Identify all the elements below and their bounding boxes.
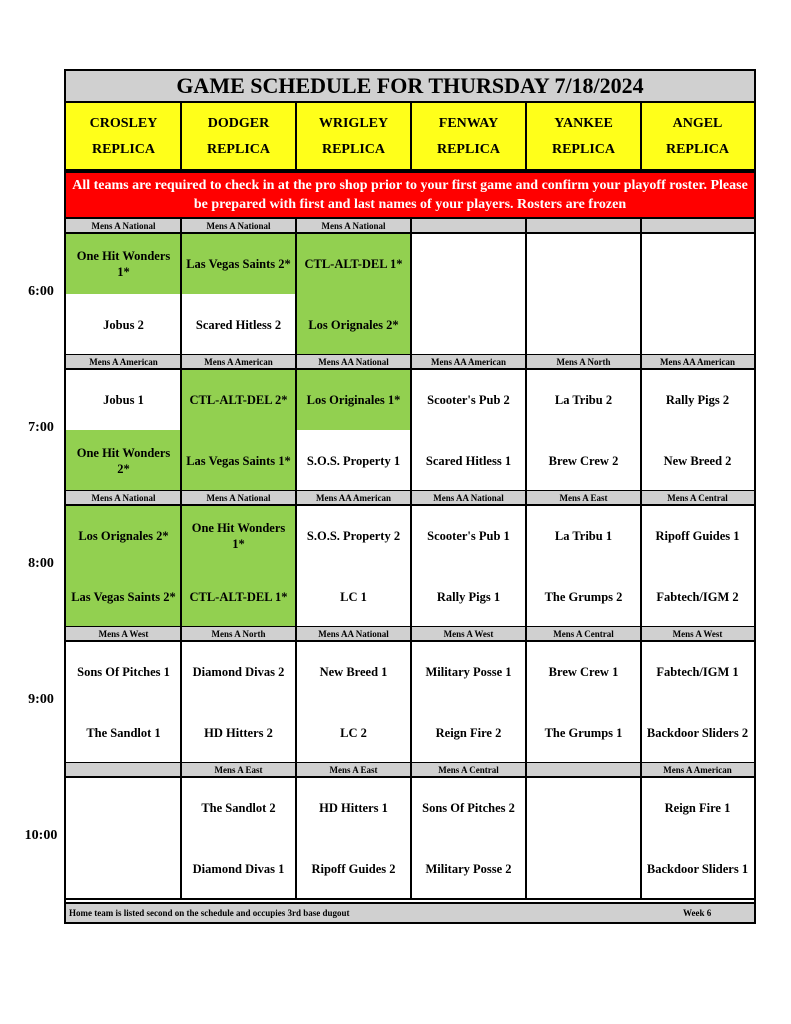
home-team: LC 1 bbox=[340, 589, 367, 604]
footer bbox=[66, 902, 754, 922]
home-team: Rally Pigs 1 bbox=[436, 589, 501, 604]
division-label: Mens A West bbox=[66, 627, 181, 641]
home-team: Brew Crew 2 bbox=[548, 453, 619, 468]
footer-note: Home team is listed second on the schedule and occupies 3rd base dugout bbox=[69, 908, 350, 918]
home-team: Scared Hitless 1 bbox=[425, 453, 512, 468]
field-name: YANKEE bbox=[554, 116, 613, 131]
away-team: One Hit Wonders 1* bbox=[66, 233, 181, 294]
grid-line bbox=[410, 219, 412, 899]
division-label: Mens A Central bbox=[526, 627, 641, 641]
away-team: La Tribu 1 bbox=[554, 528, 613, 543]
page-title: GAME SCHEDULE FOR THURSDAY 7/18/2024 bbox=[66, 71, 754, 103]
away-team: Brew Crew 1 bbox=[548, 664, 619, 679]
division-label: Mens AA American bbox=[641, 355, 754, 369]
time-label: 7:00 bbox=[28, 420, 54, 435]
home-team: Ripoff Guides 2 bbox=[311, 861, 396, 876]
division-label: Mens A National bbox=[66, 219, 181, 233]
field-name: FENWAY bbox=[438, 116, 499, 131]
away-team: La Tribu 2 bbox=[554, 392, 613, 407]
home-team: Backdoor Sliders 1 bbox=[646, 861, 749, 876]
away-team bbox=[526, 233, 641, 294]
home-team: Scared Hitless 2 bbox=[195, 317, 282, 332]
division-label: Mens AA American bbox=[296, 491, 411, 505]
grid-line bbox=[640, 219, 642, 899]
division-label bbox=[526, 763, 641, 777]
grid-line bbox=[180, 103, 182, 171]
home-team: CTL-ALT-DEL 1* bbox=[181, 566, 296, 627]
division-label: Mens A National bbox=[181, 491, 296, 505]
division-label: Mens A East bbox=[181, 763, 296, 777]
division-label: Mens AA National bbox=[296, 355, 411, 369]
away-team: Las Vegas Saints 2* bbox=[181, 233, 296, 294]
time-label: 6:00 bbox=[28, 284, 54, 299]
away-team: Military Posse 1 bbox=[425, 664, 512, 679]
grid-line bbox=[640, 103, 642, 171]
division-label: Mens A National bbox=[296, 219, 411, 233]
time-label: 9:00 bbox=[28, 692, 54, 707]
grid-line bbox=[525, 219, 527, 899]
away-team: CTL-ALT-DEL 2* bbox=[181, 369, 296, 430]
division-label: Mens A American bbox=[181, 355, 296, 369]
division-label: Mens A Central bbox=[411, 763, 526, 777]
home-team: S.O.S. Property 1 bbox=[306, 453, 401, 468]
home-team: Fabtech/IGM 2 bbox=[656, 589, 739, 604]
away-team: Rally Pigs 2 bbox=[665, 392, 730, 407]
division-label: Mens A West bbox=[411, 627, 526, 641]
away-team bbox=[411, 233, 526, 294]
field-name: WRIGLEY bbox=[318, 116, 389, 131]
field-header-yankee bbox=[526, 103, 641, 171]
grid-line bbox=[180, 219, 182, 899]
field-header-wrigley bbox=[296, 103, 411, 171]
field-header-dodger bbox=[181, 103, 296, 171]
away-team: Scooter's Pub 2 bbox=[427, 392, 510, 407]
home-team: Backdoor Sliders 2 bbox=[646, 725, 749, 740]
home-team: Las Vegas Saints 1* bbox=[181, 430, 296, 491]
home-team: Los Orignales 2* bbox=[296, 294, 411, 355]
home-team: LC 2 bbox=[340, 725, 367, 740]
grid-line bbox=[295, 219, 297, 899]
away-team bbox=[641, 233, 754, 294]
division-label: Mens A American bbox=[641, 763, 754, 777]
home-team bbox=[411, 294, 526, 355]
division-label: Mens A West bbox=[641, 627, 754, 641]
division-label bbox=[641, 219, 754, 233]
home-team: One Hit Wonders 2* bbox=[66, 430, 181, 491]
away-team bbox=[526, 777, 641, 838]
division-label: Mens A American bbox=[66, 355, 181, 369]
home-team: HD Hitters 2 bbox=[204, 725, 273, 740]
division-label: Mens AA National bbox=[411, 491, 526, 505]
division-label: Mens A Central bbox=[641, 491, 754, 505]
grid-line bbox=[525, 103, 527, 171]
division-label: Mens AA American bbox=[411, 355, 526, 369]
home-team: The Sandlot 1 bbox=[86, 725, 161, 740]
home-team: Reign Fire 2 bbox=[435, 725, 502, 740]
away-team: Sons Of Pitches 2 bbox=[422, 800, 515, 815]
away-team: Diamond Divas 2 bbox=[192, 664, 285, 679]
grid-line bbox=[410, 103, 412, 171]
home-team bbox=[526, 294, 641, 355]
division-label: Mens A East bbox=[296, 763, 411, 777]
home-team bbox=[66, 838, 181, 899]
division-label bbox=[66, 763, 181, 777]
division-label: Mens A North bbox=[181, 627, 296, 641]
field-header-angel bbox=[641, 103, 754, 171]
away-team: New Breed 1 bbox=[319, 664, 388, 679]
field-header-crosley bbox=[66, 103, 181, 171]
field-name: ANGEL bbox=[672, 116, 723, 131]
home-team: Jobus 2 bbox=[103, 317, 144, 332]
home-team bbox=[526, 838, 641, 899]
time-label: 10:00 bbox=[24, 828, 58, 843]
division-label bbox=[411, 219, 526, 233]
home-team: New Breed 2 bbox=[663, 453, 732, 468]
division-label bbox=[526, 219, 641, 233]
home-team bbox=[641, 294, 754, 355]
field-sub: REPLICA bbox=[321, 142, 385, 157]
field-sub: REPLICA bbox=[206, 142, 270, 157]
field-sub: REPLICA bbox=[91, 142, 155, 157]
home-team: Military Posse 2 bbox=[425, 861, 512, 876]
away-team: One Hit Wonders 1* bbox=[181, 505, 296, 566]
field-name: DODGER bbox=[207, 116, 270, 131]
away-team: Sons Of Pitches 1 bbox=[77, 664, 170, 679]
grid-line bbox=[295, 103, 297, 171]
notice-banner: All teams are required to check in at the pro shop prior to your first game and confirm your playoff roster. Please be prepared with first and last names of your players. Rosters are frozen bbox=[66, 171, 754, 219]
away-team: Los Originales 1* bbox=[296, 369, 411, 430]
away-team bbox=[66, 777, 181, 838]
away-team: The Sandlot 2 bbox=[201, 800, 276, 815]
away-team: Los Orignales 2* bbox=[66, 505, 181, 566]
division-label: Mens A National bbox=[66, 491, 181, 505]
field-header-fenway bbox=[411, 103, 526, 171]
away-team: Jobus 1 bbox=[103, 392, 144, 407]
home-team: The Grumps 1 bbox=[544, 725, 623, 740]
division-label: Mens A East bbox=[526, 491, 641, 505]
home-team: Diamond Divas 1 bbox=[192, 861, 285, 876]
away-team: Fabtech/IGM 1 bbox=[656, 664, 739, 679]
grid-line bbox=[66, 169, 754, 171]
home-team: Las Vegas Saints 2* bbox=[66, 566, 181, 627]
division-label: Mens A National bbox=[181, 219, 296, 233]
division-label: Mens A North bbox=[526, 355, 641, 369]
schedule-sheet bbox=[64, 69, 756, 924]
week-label: Week 6 bbox=[683, 908, 712, 918]
away-team: HD Hitters 1 bbox=[319, 800, 388, 815]
field-sub: REPLICA bbox=[665, 142, 729, 157]
field-sub: REPLICA bbox=[436, 142, 500, 157]
time-label: 8:00 bbox=[28, 556, 54, 571]
division-label: Mens AA National bbox=[296, 627, 411, 641]
field-sub: REPLICA bbox=[551, 142, 615, 157]
away-team: Scooter's Pub 1 bbox=[427, 528, 510, 543]
away-team: Ripoff Guides 1 bbox=[655, 528, 740, 543]
home-team: The Grumps 2 bbox=[544, 589, 623, 604]
away-team: Reign Fire 1 bbox=[664, 800, 731, 815]
field-name: CROSLEY bbox=[89, 116, 158, 131]
away-team: S.O.S. Property 2 bbox=[306, 528, 401, 543]
away-team: CTL-ALT-DEL 1* bbox=[296, 233, 411, 294]
